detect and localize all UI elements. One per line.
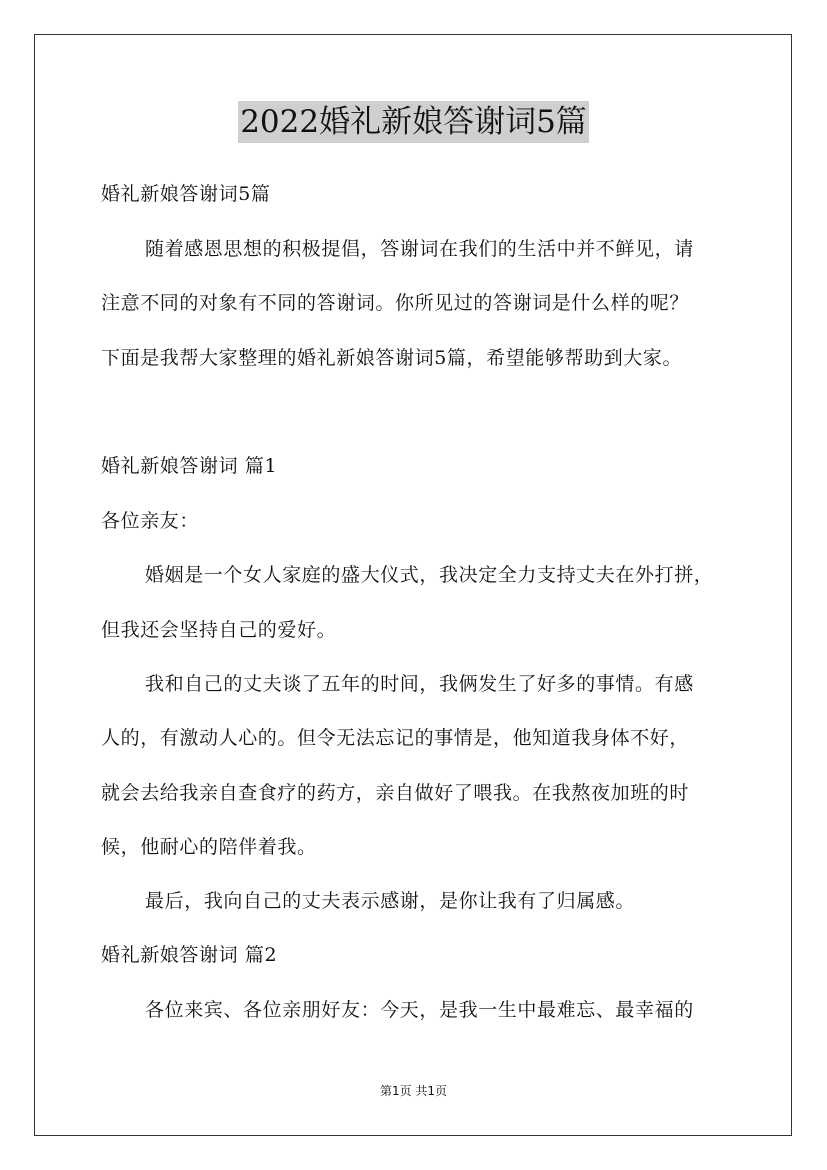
paragraph-line: 候，他耐心的陪伴着我。	[101, 836, 317, 858]
paragraph-line: 我和自己的丈夫谈了五年的时间，我俩发生了好多的事情。有感	[145, 673, 694, 695]
paragraph-line: 就会去给我亲自查食疗的药方，亲自做好了喂我。在我熬夜加班的时	[101, 782, 690, 804]
salutation-line: 各位亲友：	[101, 510, 200, 532]
document-title: 2022婚礼新娘答谢词5篇	[238, 101, 589, 143]
paragraph-line: 婚姻是一个女人家庭的盛大仪式，我决定全力支持丈夫在外打拼，	[145, 564, 714, 586]
paragraph-line: 但我还会坚持自己的爱好。	[101, 619, 337, 641]
page-footer: 第1页 共1页	[379, 1084, 448, 1098]
title-container	[0, 101, 827, 143]
paragraph-line: 最后，我向自己的丈夫表示感谢，是你让我有了归属感。	[145, 890, 636, 912]
paragraph-line: 各位来宾、各位亲朋好友：今天，是我一生中最难忘、最幸福的	[145, 999, 694, 1021]
doc-subtitle: 婚礼新娘答谢词5篇	[101, 183, 271, 205]
paragraph-line: 注意不同的对象有不同的答谢词。你所见过的答谢词是什么样的呢？	[101, 292, 690, 314]
paragraph-line: 下面是我帮大家整理的婚礼新娘答谢词5篇，希望能够帮助到大家。	[101, 347, 683, 369]
paragraph-line: 随着感恩思想的积极提倡，答谢词在我们的生活中并不鲜见，请	[145, 238, 694, 260]
section-heading-1: 婚礼新娘答谢词 篇1	[101, 455, 278, 477]
paragraph-line: 人的，有激动人心的。但令无法忘记的事情是，他知道我身体不好，	[101, 727, 690, 749]
section-heading-2: 婚礼新娘答谢词 篇2	[101, 944, 278, 966]
